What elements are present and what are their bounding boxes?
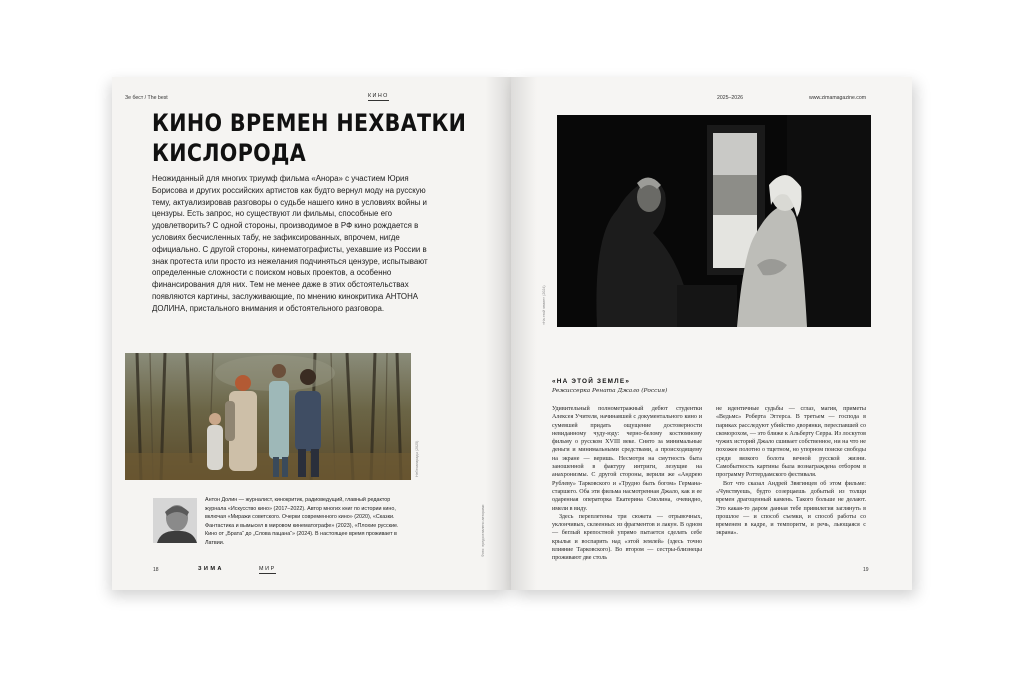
author-bio: Антон Долин — журналист, кинокритик, радиоведущий, главный редактор журнала «Искусство кино» (2017–2022). Автор многих книг по истории кино, включая «Миражи советского. Очерки современного кино» (2020), «Сказки. Фантастика и вымысел в мировом кинематографе» (2023), «Плохие русские. Кино от „Брата“ до „Слова пацана“» (2024). В настоящее время проживает в Латвии. [205,497,399,546]
magazine-spread [112,77,912,590]
running-head-year: 2025–2026 [717,95,743,101]
paragraph: Здесь переплетены три сюжета — отрывочных, уклончивых, склеенных из фрагментов и лакун. В одном — беглый крепостной упрямо пытается сделать себе крылья и воспарить над «этой землей» (здесь точно влияние Тарковского). Во втором — сестры-близнецы проживают две столь [552,513,702,562]
brand-section: МИР [259,566,276,572]
brand-logo: ЗИМА [198,566,224,572]
forest-photo [125,353,411,480]
gutter-shadow-left [485,77,511,590]
film-still-photo [557,115,871,327]
gutter-shadow-right [511,77,537,590]
film-director: Режиссерка Рената Джало (Россия) [552,388,668,394]
article-title [152,108,467,168]
title-line-1: КИНО ВРЕМЕН НЕХВАТКИ [152,109,467,137]
left-page [112,77,511,590]
title-line-2: КИСЛОРОДА [152,139,307,167]
gutter-credit: Фото: предоставлено авторами [481,504,485,557]
text-column-2 [716,405,866,538]
text-column-1 [552,405,702,563]
photo-credit: Небесапарады (2025) [415,440,419,477]
paragraph: Вот что сказал Андрей Звягинцев об этом фильме: «Чувствуешь, будто созерцаешь добытый из толщи времен драгоценный камень. Такого больше не делают. Это какая-то дарoм данная тебе привилегия заглянуть в прошлое — и способ съемки, и способ работы со временем в кадре, и темпоритм, и речь, льющаяся с экрана». [716,480,866,537]
paragraph: не идентичные судьбы — сглаз, магия, приметы «Ведьмс» Роберта Эггерса. В третьем — господа в париках расследуют убийство дворянки, переспавшей со скоморохом, — это ближе к Альберту Серра. Из лоскутов чужих историй Джало сшивает собственное, ни на что не похожее полотно о тщетном, но упорном поиске свободы среди вязкого болота вечной русской жизни. Самобытность картины была вознаграждена отбором в программу Роттердамского фестиваля. [716,406,866,479]
author-photo [153,498,197,543]
author-portrait-image [153,498,197,543]
page-number-right: 19 [863,567,869,573]
still-photo-credit: «На этой земле» (2024) [542,285,546,325]
page-number-left: 18 [153,567,159,573]
right-page [511,77,912,590]
running-head: Зе бест / The best [125,95,168,101]
running-head-url: www.zimamagazine.com [809,95,867,101]
paragraph: Удивительный полнометражный дебют студентки Алексея Учителя, начинавшей с документального кино и сумевшей придать ощущение достоверности невиданному чуду-юду: черно-белому костюмному фильму о русском XVIII веке. Снято за минимальные деньги и минимальными средствами, а происходящему на экране — веришь. Несмотря на смутность быта заношенной в фактуру интриги, лезущие на анахронизмы. С другой стороны, верили же «Андрею Рублеву» Тарковского и «Трудно быть богом» Германа-старшего. Оба эти фильма насмотренная Джало, как и ее одаренная операторка Екатерина Смолина, очевидно, имели в виду. [552,406,702,512]
forest-scene-image [125,353,411,480]
train-scene-image [557,115,871,327]
section-label: КИНО [368,93,389,99]
film-title: «НА ЭТОЙ ЗЕМЛЕ» [552,378,631,385]
article-lead: Неожиданный для многих триумф фильма «Анора» с участием Юрия Борисова и других российских артистов как будто вернул моду на русскую тему, актуализировав разговоры о судьбе нашего кино в условиях войны и цензуры. Есть запрос, но существуют ли фильмы, способные его удовлетворить? С одной стороны, производимое в РФ кино рождается в условиях бесчисленных табу, не зафиксированных, впрочем, нигде официально. С другой стороны, кинематографисты, уехавшие из России в знак протеста или просто из нежелания подчиняться цензуре, испытывают определенные сложности с поиском новых проектов, а особенно финансирования для них. Тем не менее даже в этих обстоятельствах появляются картины, заслуживающие, по мнению кинокритика АНТОНА ДОЛИНА, пристального внимания и обстоятельного разговора. [152,174,428,313]
